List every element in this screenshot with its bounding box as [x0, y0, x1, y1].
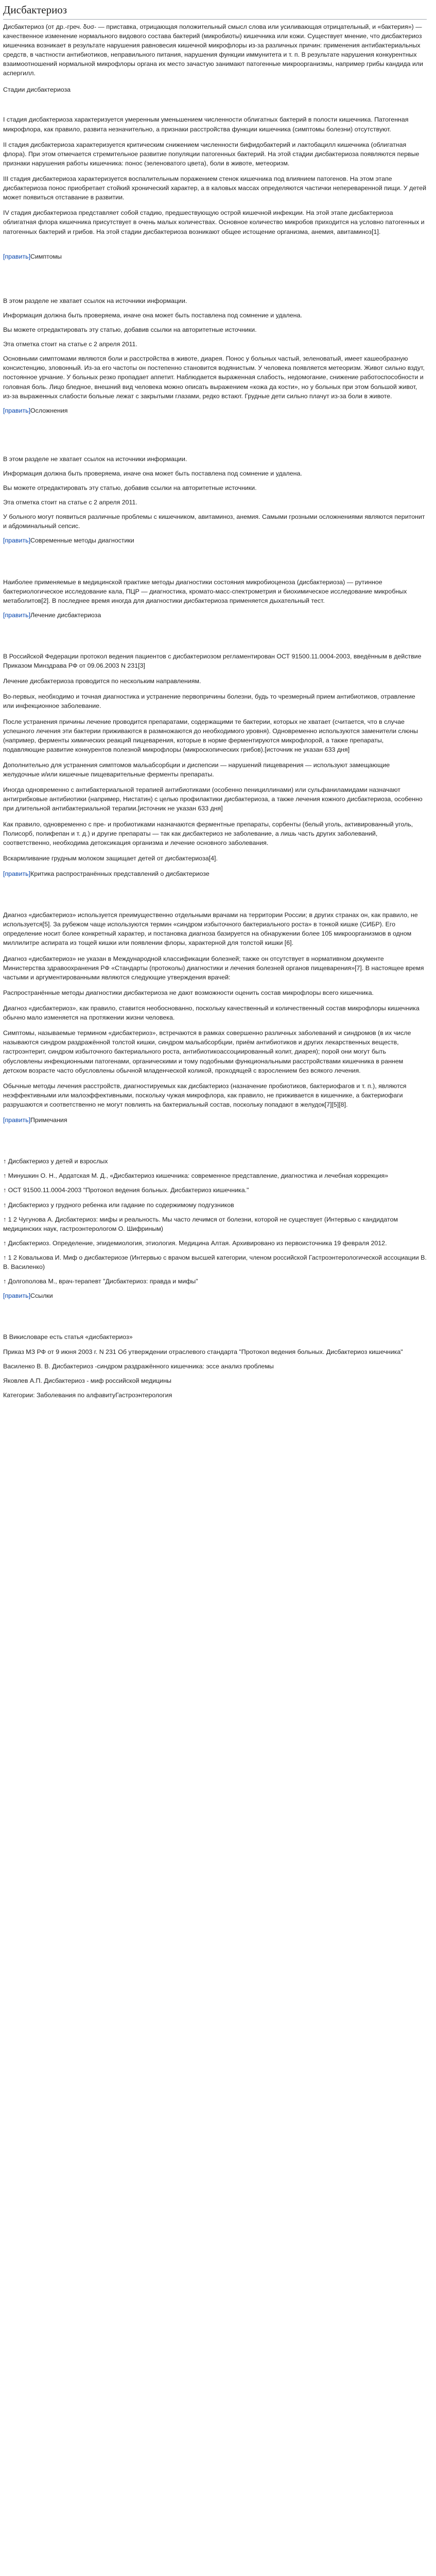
stage-1: I стадия дисбактериоза характеризуется умеренным уменьшением численности облигатных бактерий в полости кишечника. Патогенная микрофлора, как правило, развита незначительно, а признаки расстройства функции кишечника (симптомы болезни) отсутствуют.: [3, 116, 409, 133]
criticism-paragraph: Симптомы, называемые термином «дисбактериоз», встречаются в рамках совершенно различных заболеваний и синдромов (в их числе называются синдром раздражённой толстой кишки, синдром мальабсорбции, приём антибиотиков и других лекарственных веществ, гастроэнтерит, синдром избыточного бактериального роста, антибиотикоассоциированный колит, диарея); порой они могут быть обусловлены инфекционными патогенами, органическими и тому подобными функциональными расстройствами кишечника в раннем детском возрасте часто обусловлены обычной младенческой коликой, проходящей с взрослением без всякого лечения.: [3, 1029, 411, 1074]
diagnosis-heading-text: Современные методы диагностики: [30, 537, 134, 545]
criticism-paragraph: Распространённые методы диагностики дисбактериоза не дают возможности оценить состав микрофлоры всего кишечника.: [3, 989, 374, 996]
wiktionary-note[interactable]: В Викисловаре есть статья «дисбактериоз»: [3, 1333, 133, 1341]
criticism-heading-text: Критика распространённых представлений о дисбактериозе: [30, 870, 210, 877]
links-heading: [3, 1291, 427, 1300]
criticism-heading: [3, 869, 427, 878]
categories-bar[interactable]: Категории: Заболевания по алфавитуГастроэнтерология: [3, 1391, 172, 1399]
treatment-heading-text: Лечение дисбактериоза: [30, 611, 101, 619]
links-heading-text: Ссылки: [30, 1292, 53, 1300]
treatment-paragraph: В Российской Федерации протокол ведения пациентов с дисбактериозом регламентирован ОСТ 91500.11.0004-2003, введённым в действие Приказом Минздрава РФ от 09.06.2003 N 231[3]: [3, 653, 422, 670]
criticism-paragraph: Обычные методы лечения расстройств, диагностируемых как дисбактериоз (назначение пробиотиков, бактериофагов и т. п.), являются неэффективными или малоэффективными, поскольку чужая микрофлора, как правило, не приживается в кишечнике, а бактериофаги разрушаются и соответственно не могут повлиять на бактериальный состав, поскольку попадают в желудок[7][5][8].: [3, 1082, 407, 1108]
stage-3: III стадия дисбактериоза характеризуется воспалительным поражением стенок кишечника под влиянием патогенов. На этом этапе дисбактериоза понос приобретает стойкий хронический характер, а в каловых массах определяются частички непереваренной пищи. У детей может появиться отставание в развитии.: [3, 175, 427, 201]
treatment-paragraph: Лечение дисбактериоза проводится по нескольким направлениям.: [3, 677, 201, 685]
notice-line: Информация должна быть проверяема, иначе она может быть поставлена под сомнение и удалена.: [3, 469, 302, 477]
reference-item[interactable]: ↑ Долгополова М., врач-терапевт "Дисбактериоз: правда и мифы": [3, 1278, 198, 1285]
external-link[interactable]: Василенко В. В. Дисбактериоз -синдром раздражённого кишечника: эссе анализ проблемы: [3, 1362, 274, 1370]
notice-line: В этом разделе не хватает ссылок на источники информации.: [3, 455, 187, 463]
stage-2: II стадия дисбактериоза характеризуется критическим снижением численности бифидобактерий и лактобацилл кишечника (облигатная флора). При этом отмечается стремительное развитие популяции патогенных бактерий. На этой стадии дисбактериоза появляются первые признаки нарушения работы кишечника: понос (зеленоватого цвета), боли в животе, метеоризм.: [3, 141, 420, 167]
reference-item[interactable]: ↑ Минушкин О. Н., Ардатская М. Д., «Дисбактериоз кишечника: современное представление, диагностика и лечебная коррекция»: [3, 1172, 389, 1180]
treatment-paragraph: Дополнительно для устранения симптомов мальабсорбции и диспепсии — нарушений пищеварения — используют замещающие желудочные и/или кишечные пищеварительные ферменты препараты.: [3, 761, 390, 778]
diagnosis-text: Наиболее применяемые в медицинской практике методы диагностики состояния микробиоценоза (дисбактериоза) — рутинное бактериологическое исследование кала, ПЦР — диагностика, кромато-масс-спектрометрия и биохимическое исследование микробных метаболитов[2]. В последнее время иногда для диагностики дисбактериоза применяется дыхательный тест.: [3, 578, 407, 604]
edit-criticism-link[interactable]: [править]: [3, 870, 31, 877]
external-links-list: [3, 1347, 427, 1385]
complications-text: У больного могут появиться различные проблемы с кишечником, авитаминоз, анемия. Самыми грозными осложнениями являются перитонит и абдоминальный сепсис.: [3, 513, 425, 530]
edit-symptoms-link[interactable]: [править]: [3, 252, 31, 260]
notice-line: В этом разделе не хватает ссылок на источники информации.: [3, 297, 187, 304]
complications-heading-text: Осложнения: [30, 406, 68, 414]
notice-line: Эта отметка стоит на статье с 2 апреля 2011.: [3, 499, 137, 506]
treatment-paragraph: Во-первых, необходимо и точная диагностика и устранение первопричины болезни, будь то чрезмерный прием антибиотиков, отравление или инфекционное заболевание.: [3, 693, 415, 710]
symptoms-heading: [3, 252, 427, 261]
edit-treatment-link[interactable]: [править]: [3, 611, 31, 619]
symptoms-text: Основными симптомами являются боли и расстройства в животе, диарея. Понос у больных частый, зеленоватый, имеет кашеобразную консистенцию, зловонный. Из-за его частоты он постепенно становится водянистым. У человека появляется метеоризм. Живот сильно вздут, постоянное урчание. У больных резко пропадает аппетит. Наблюдается выраженная слабость, недомогание, снижение работоспособности и головная боль. Лицо бледное, внешний вид человека можно описать выражением «кожа да кости», но у больных при этом большой живот, из-за выраженных слабости больные лежат с закрытыми глазами, редко встают. Грудные дети сильно плачут из-за боли в животе.: [3, 355, 425, 400]
edit-notes-link[interactable]: [править]: [3, 1116, 31, 1124]
treatment-paragraph: Вскармливание грудным молоком защищает детей от дисбактериоза[4].: [3, 854, 218, 862]
criticism-paragraph: Диагноз «дисбактериоз», как правило, ставится необоснованно, поскольку качественный и количественный состав микрофлоры кишечника обычно мало изменяется на протяжении жизни человека.: [3, 1004, 420, 1022]
reference-item[interactable]: ↑ ОСТ 91500.11.0004-2003 "Протокол ведения больных. Дисбактериоз кишечника.": [3, 1187, 249, 1194]
reference-item[interactable]: ↑ 1 2 Чугунова А. Дисбактериоз: мифы и реальность. Мы часто лечимся от болезни, которой не существует (Интервью с кандидатом медицинских наук, гастроэнтерологом О. Шифриным): [3, 1215, 398, 1232]
notes-heading-text: Примечания: [30, 1116, 67, 1124]
page-title: Дисбактериоз: [3, 2, 427, 20]
complications-heading: [3, 406, 427, 415]
stages-section: [3, 115, 427, 236]
notice-line: Вы можете отредактировать эту статью, добавив ссылки на авторитетные источники.: [3, 326, 257, 333]
complications-notice: [3, 454, 427, 507]
notice-line: Вы можете отредактировать эту статью, добавив ссылки на авторитетные источники.: [3, 484, 257, 492]
reference-item[interactable]: ↑ Дисбактериоз у детей и взрослых: [3, 1158, 108, 1165]
treatment-heading: [3, 611, 427, 620]
stage-4: IV стадия дисбактериоза представляет собой стадию, предшествующую острой кишечной инфекции. На этой этапе дисбактериоза облигатная флора кишечника присутствует в очень малых количествах. Основное количество микробов приходится на условно патогенных и патогенных бактерий и грибов. На этой стадии дисбактериоза возникают общее истощение организма, анемия, авитаминоз[1].: [3, 209, 425, 235]
treatment-paragraph: Иногда одновременно с антибактериальной терапией антибиотиками (особенно пенициллинами) или сульфаниламидами назначают антигрибковые антибиотики (например, Нистатин) с целью профилактики дисбактериоза, а также лечения кожного дисбактериоза, особенно при длительной антибактериальной терапии.[источник не указан 633 дня]: [3, 786, 423, 812]
notes-heading: [3, 1115, 427, 1125]
criticism-paragraph: Диагноз «дисбактериоз» используется преимущественно отдельными врачами на территории России; в других странах он, как правило, не используется[5]. За рубежом чаще используются термин «синдром избыточного бактериального роста» в тонкой кишке (СИБР). Его определение носит более конкретный характер, и постановка диагноза базируется на обнаружении более 105 микроорганизмов в одном миллилитре аспирата из тощей кишки или появлении флоры, характерной для толстой кишки [6].: [3, 911, 418, 947]
edit-diagnosis-link[interactable]: [править]: [3, 537, 31, 545]
symptoms-heading-text: Симптомы: [30, 252, 62, 260]
criticism-section: [3, 910, 427, 1109]
external-link[interactable]: Яковлев А.П. Дисбактериоз - миф российской медицины: [3, 1377, 171, 1384]
edit-complications-link[interactable]: [править]: [3, 406, 31, 414]
edit-links-link[interactable]: [править]: [3, 1292, 31, 1300]
stages-heading: Стадии дисбактериоза: [3, 86, 71, 94]
reference-item[interactable]: ↑ Дисбактериоз. Определение, эпидемиология, этиология. Медицина Алтая. Архивировано из первоисточника 19 февраля 2012.: [3, 1239, 387, 1247]
notice-line: Эта отметка стоит на статье с 2 апреля 2011.: [3, 341, 137, 348]
treatment-paragraph: После устранения причины лечение проводится препаратами, содержащими те бактерии, которых не хватает (считается, что в случае успешного лечения эти бактерии приживаются в размножаются до необходимого уровня). Одновременно используются заменители слюны (например, ферменты химических реакций пищеварения, которые в норме ферментируются микрофлорой, а также препараты, подавляющие развитие конкурентов полезной микрофлоры (микроскопических грибов).[источник не указан 633 дня]: [3, 718, 418, 753]
reference-item[interactable]: ↑ Дисбактериоз у грудного ребенка или гадание по содержимому подгузников: [3, 1201, 234, 1209]
references-list: [3, 1157, 427, 1286]
criticism-paragraph: Диагноз «дисбактериоз» не указан в Международной классификации болезней; также он отсутствует в нормативном документе Министерства здравоохранения РФ «Стандарты (протоколы) диагностики и лечения болезней органов пищеварения»[7]. В настоящее время частыми и аргументированными являются следующие утверждения врачей:: [3, 955, 424, 981]
treatment-paragraph: Как правило, одновременно с пре- и пробиотиками назначаются ферментные препараты, сорбенты (белый уголь, активированный уголь, Полисорб, полифепан и т. д.) и другие препараты — так как дисбактериоз не заболевание, а лишь часть других заболеваний, соответственно, необходима детоксикация организма и лечение основного заболевания.: [3, 820, 413, 846]
notice-line: Информация должна быть проверяема, иначе она может быть поставлена под сомнение и удалена.: [3, 311, 302, 319]
lead-paragraph: Дисбактериоз (от др.-греч. δυσ- — приставка, отрицающая положительный смысл слова или усиливающая отрицательный, и «бактерия») — качественное изменение нормального видового состава бактерий (микробиоты) кишечника или кожи. Существует мнение, что дисбактериоз кишечника возникает в результате нарушения равновесия кишечной микрофлоры из-за различных причин: применения антибактериальных средств, в частности антибиотиков, неправильного питания, нарушения функции иммунитета и т. п. В результате нарушения конкурентных взаимоотношений нормальной микрофлоры органа их место зачастую занимают патогенные микроорганизмы, например грибы кандида или аспергилл.: [3, 23, 423, 77]
external-link[interactable]: Приказ МЗ РФ от 9 июня 2003 г. N 231 Об утверждении отраслевого стандарта "Протокол ведения больных. Дисбактериоз кишечника": [3, 1348, 403, 1355]
symptoms-notice: [3, 296, 427, 349]
diagnosis-heading: [3, 536, 427, 545]
treatment-section: [3, 652, 427, 863]
reference-item[interactable]: ↑ 1 2 Ковалькова И. Миф о дисбактериозе (Интервью с врачом высшей категории, членом российской Гастроэнтерологической ассоциации В. В. Василенко): [3, 1253, 427, 1271]
